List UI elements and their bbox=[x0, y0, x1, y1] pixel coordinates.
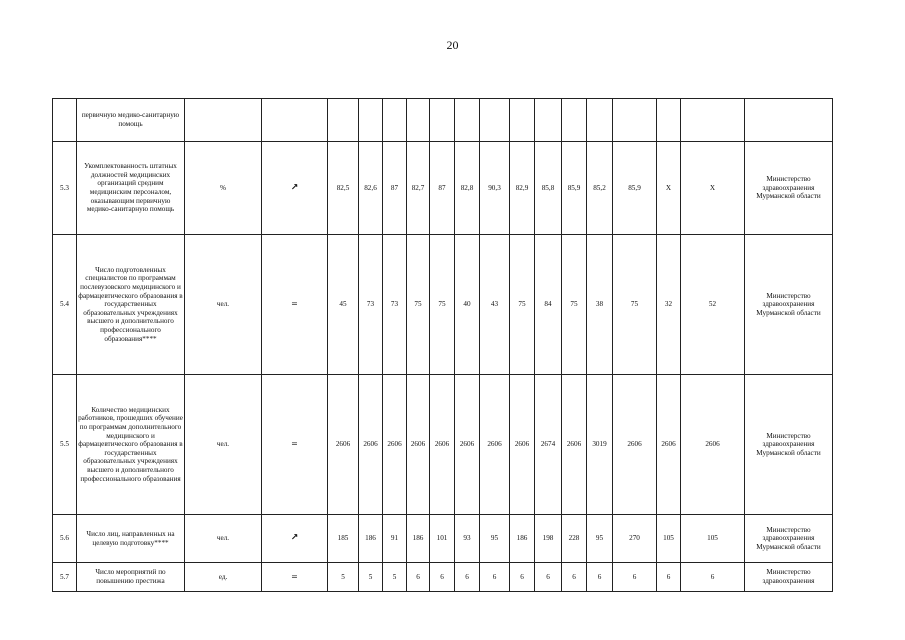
value-cell: 75 bbox=[613, 235, 657, 375]
value-cell: 6 bbox=[562, 563, 587, 592]
value-cell: 2606 bbox=[359, 375, 383, 515]
value-cell: 5 bbox=[328, 563, 359, 592]
indicators-table bbox=[52, 98, 833, 592]
value-cell: 73 bbox=[359, 235, 383, 375]
value-cell bbox=[480, 99, 510, 142]
indicator-name-cell: Число подготовленных специалистов по программам послевузовского медицинского и фармацевтического образования в государственных образовательных учреждениях высшего и дополнительного профессионального образования**** bbox=[77, 235, 185, 375]
equals-icon: = bbox=[291, 571, 298, 581]
value-cell: 6 bbox=[657, 563, 681, 592]
value-cell bbox=[383, 99, 407, 142]
row-number-cell: 5.4 bbox=[53, 235, 77, 375]
indicator-name-cell: первичную медико-санитарную помощь bbox=[77, 99, 185, 142]
trend-cell bbox=[262, 563, 328, 592]
table-row bbox=[53, 563, 833, 592]
table-row bbox=[53, 515, 833, 563]
trend-cell bbox=[262, 235, 328, 375]
responsible-org-cell: Министерство здравоохранения Мурманской области bbox=[745, 142, 833, 235]
value-cell: 6 bbox=[535, 563, 562, 592]
value-cell: 3019 bbox=[587, 375, 613, 515]
value-cell: 2606 bbox=[510, 375, 535, 515]
value-cell bbox=[657, 99, 681, 142]
value-cell: 73 bbox=[383, 235, 407, 375]
value-cell: 75 bbox=[510, 235, 535, 375]
value-cell: 2606 bbox=[328, 375, 359, 515]
value-cell: 82,7 bbox=[407, 142, 430, 235]
row-number-cell: 5.7 bbox=[53, 563, 77, 592]
value-cell bbox=[562, 99, 587, 142]
value-cell: 85,9 bbox=[562, 142, 587, 235]
value-cell: 105 bbox=[681, 515, 745, 563]
value-cell: 45 bbox=[328, 235, 359, 375]
trend-cell bbox=[262, 375, 328, 515]
equals-icon: = bbox=[291, 299, 298, 309]
responsible-org-cell: Министерство здравоохранения Мурманской области bbox=[745, 375, 833, 515]
indicator-name-cell: Укомплектованность штатных должностей медицинских организаций средним медицинским персоналом, оказывающим первичную медико-санитарную помощь bbox=[77, 142, 185, 235]
value-cell: 84 bbox=[535, 235, 562, 375]
value-cell: 85,8 bbox=[535, 142, 562, 235]
value-cell: 2606 bbox=[613, 375, 657, 515]
indicator-name-cell: Число лиц, направленных на целевую подготовку**** bbox=[77, 515, 185, 563]
unit-cell: чел. bbox=[185, 375, 262, 515]
value-cell: 186 bbox=[510, 515, 535, 563]
trend-cell bbox=[262, 142, 328, 235]
value-cell bbox=[455, 99, 480, 142]
value-cell bbox=[681, 99, 745, 142]
responsible-org-cell: Министерство здравоохранения Мурманской области bbox=[745, 235, 833, 375]
value-cell bbox=[587, 99, 613, 142]
indicator-name-cell: Число мероприятий по повышению престижа bbox=[77, 563, 185, 592]
value-cell: 2606 bbox=[455, 375, 480, 515]
value-cell bbox=[407, 99, 430, 142]
value-cell: 2606 bbox=[383, 375, 407, 515]
value-cell: 95 bbox=[480, 515, 510, 563]
value-cell: 2606 bbox=[657, 375, 681, 515]
value-cell: 40 bbox=[455, 235, 480, 375]
value-cell: 6 bbox=[455, 563, 480, 592]
value-cell: 85,2 bbox=[587, 142, 613, 235]
value-cell: 6 bbox=[430, 563, 455, 592]
value-cell: 82,5 bbox=[328, 142, 359, 235]
value-cell: 5 bbox=[383, 563, 407, 592]
value-cell: 2606 bbox=[480, 375, 510, 515]
value-cell: 228 bbox=[562, 515, 587, 563]
table-row bbox=[53, 99, 833, 142]
unit-cell bbox=[185, 99, 262, 142]
value-cell: 95 bbox=[587, 515, 613, 563]
value-cell: 82,9 bbox=[510, 142, 535, 235]
value-cell: 38 bbox=[587, 235, 613, 375]
value-cell: 43 bbox=[480, 235, 510, 375]
value-cell: 85,9 bbox=[613, 142, 657, 235]
unit-cell: ед. bbox=[185, 563, 262, 592]
row-number-cell: 5.6 bbox=[53, 515, 77, 563]
value-cell: 6 bbox=[407, 563, 430, 592]
value-cell: 2606 bbox=[407, 375, 430, 515]
value-cell: 87 bbox=[430, 142, 455, 235]
table-row bbox=[53, 375, 833, 515]
value-cell: 91 bbox=[383, 515, 407, 563]
responsible-org-cell bbox=[745, 99, 833, 142]
value-cell bbox=[535, 99, 562, 142]
value-cell: 93 bbox=[455, 515, 480, 563]
arrow-up-right-icon: ↗ bbox=[290, 182, 299, 193]
value-cell: 2674 bbox=[535, 375, 562, 515]
value-cell: 32 bbox=[657, 235, 681, 375]
value-cell: X bbox=[657, 142, 681, 235]
row-number-cell: 5.3 bbox=[53, 142, 77, 235]
value-cell: 186 bbox=[359, 515, 383, 563]
value-cell: 75 bbox=[562, 235, 587, 375]
value-cell: 82,8 bbox=[455, 142, 480, 235]
responsible-org-cell: Министерство здравоохранения Мурманской области bbox=[745, 515, 833, 563]
value-cell: 75 bbox=[430, 235, 455, 375]
value-cell: 105 bbox=[657, 515, 681, 563]
value-cell: 2606 bbox=[681, 375, 745, 515]
table-row bbox=[53, 142, 833, 235]
unit-cell: чел. bbox=[185, 515, 262, 563]
unit-cell: чел. bbox=[185, 235, 262, 375]
value-cell: 52 bbox=[681, 235, 745, 375]
value-cell: 82,6 bbox=[359, 142, 383, 235]
value-cell: 2606 bbox=[562, 375, 587, 515]
value-cell bbox=[359, 99, 383, 142]
value-cell: 90,3 bbox=[480, 142, 510, 235]
value-cell: 6 bbox=[613, 563, 657, 592]
value-cell bbox=[613, 99, 657, 142]
value-cell bbox=[328, 99, 359, 142]
value-cell bbox=[510, 99, 535, 142]
value-cell: 185 bbox=[328, 515, 359, 563]
value-cell: 6 bbox=[587, 563, 613, 592]
value-cell bbox=[430, 99, 455, 142]
value-cell: 5 bbox=[359, 563, 383, 592]
equals-icon: = bbox=[291, 439, 298, 449]
indicator-name-cell: Количество медицинских работников, прошедших обучение по программам дополнительного медицинского и фармацевтического образования в государственных образовательных учреждениях высшего и дополнительного профессионального образования bbox=[77, 375, 185, 515]
value-cell: 270 bbox=[613, 515, 657, 563]
row-number-cell bbox=[53, 99, 77, 142]
value-cell: 6 bbox=[480, 563, 510, 592]
arrow-up-right-icon: ↗ bbox=[290, 533, 299, 544]
value-cell: 6 bbox=[681, 563, 745, 592]
responsible-org-cell: Министерство здравоохранения bbox=[745, 563, 833, 592]
value-cell: 6 bbox=[510, 563, 535, 592]
value-cell: 87 bbox=[383, 142, 407, 235]
page-number: 20 bbox=[446, 38, 459, 52]
value-cell: 186 bbox=[407, 515, 430, 563]
value-cell: 2606 bbox=[430, 375, 455, 515]
unit-cell: % bbox=[185, 142, 262, 235]
trend-cell bbox=[262, 515, 328, 563]
row-number-cell: 5.5 bbox=[53, 375, 77, 515]
value-cell: 75 bbox=[407, 235, 430, 375]
value-cell: 198 bbox=[535, 515, 562, 563]
trend-cell bbox=[262, 99, 328, 142]
table-row bbox=[53, 235, 833, 375]
value-cell: X bbox=[681, 142, 745, 235]
value-cell: 101 bbox=[430, 515, 455, 563]
